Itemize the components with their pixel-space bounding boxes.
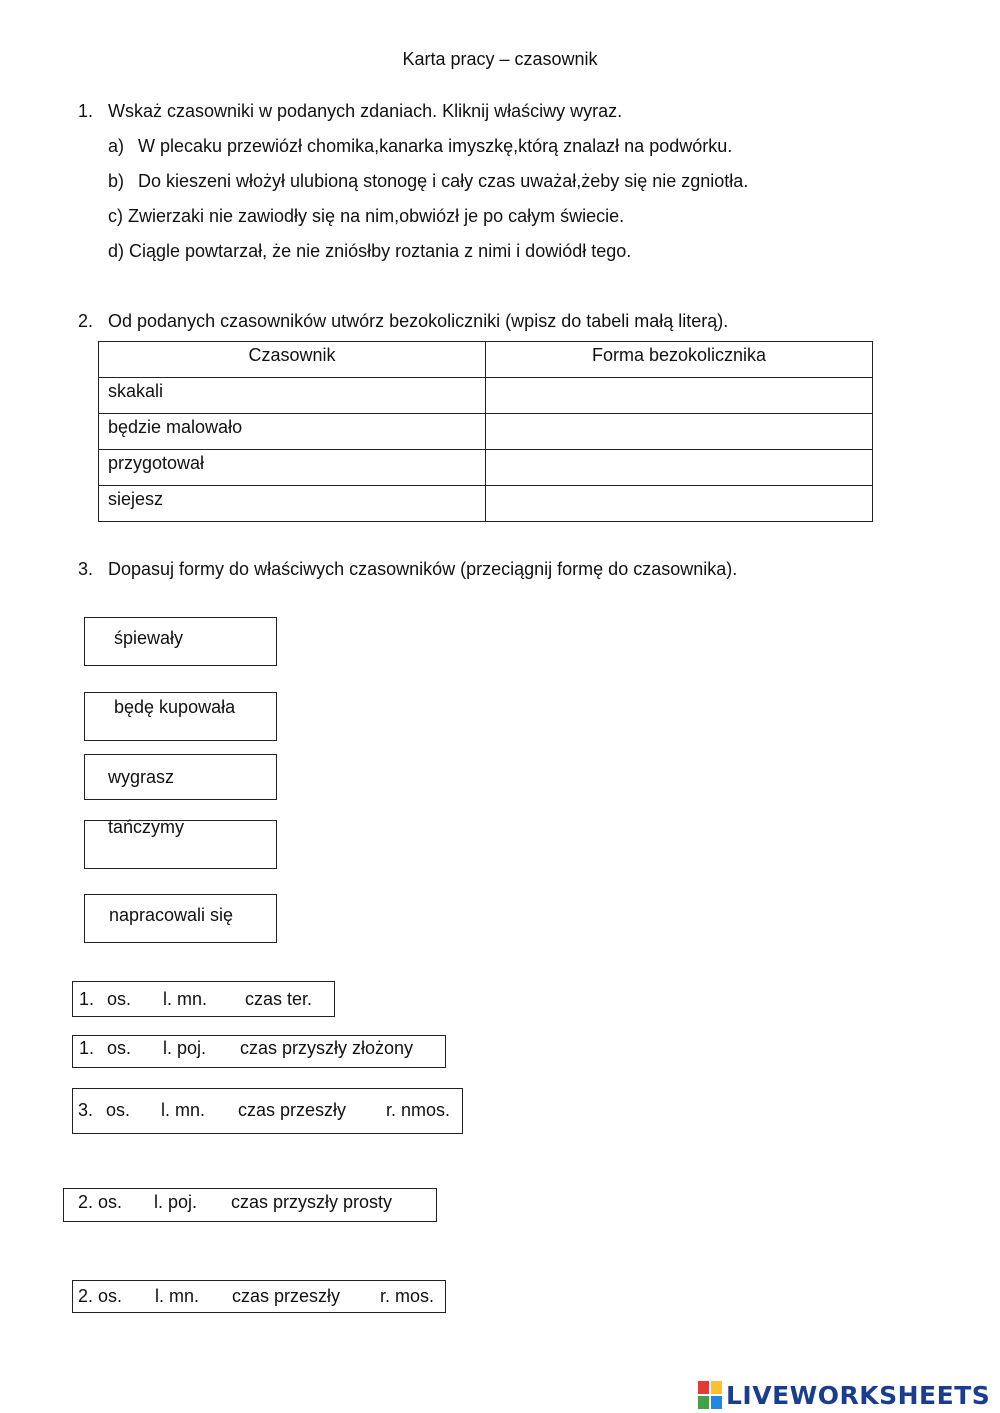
answer-input[interactable]	[495, 414, 867, 446]
form-person: 2. os.	[78, 1286, 123, 1306]
verb-dropzone[interactable]	[84, 754, 277, 800]
sentence-label: b)	[108, 171, 125, 191]
verb-cell: przygotował	[99, 450, 486, 486]
table-row	[99, 378, 873, 414]
sentence-text[interactable]: W plecaku przewiózł chomika,kanarka imyszkę,którą znalazł na podwórku.	[138, 136, 733, 156]
column-header-verb: Czasownik	[99, 342, 486, 378]
answer-cell[interactable]	[486, 450, 873, 486]
sentence-text[interactable]: Do kieszeni włożył ulubioną stonogę i cały czas uważał,żeby się nie zgniotła.	[138, 171, 749, 191]
task1-heading	[78, 100, 622, 122]
table-row	[99, 486, 873, 522]
verb-dropzone[interactable]	[84, 894, 277, 943]
task2-number: 2.	[78, 311, 94, 331]
form-person: 2. os.	[78, 1192, 123, 1212]
form-number: l. mn.	[161, 1100, 206, 1120]
logo-square	[711, 1381, 722, 1394]
form-number: l. mn.	[163, 989, 208, 1009]
form-tense: czas ter.	[245, 989, 313, 1009]
task1-prompt: Wskaż czasowniki w podanych zdaniach. Kliknij właściwy wyraz.	[108, 101, 623, 121]
form-person: 1.	[79, 1038, 95, 1058]
sentence-label: a)	[108, 136, 125, 156]
logo-square	[711, 1396, 722, 1409]
liveworksheets-logo	[698, 1377, 990, 1413]
sentence-b[interactable]	[108, 170, 748, 192]
form-tense: czas przeszły	[238, 1100, 347, 1120]
form-person: os.	[106, 1100, 131, 1120]
answer-input[interactable]	[495, 378, 867, 410]
sentence-text[interactable]: c) Zwierzaki nie zawiodły się na nim,obwiózł je po całym świecie.	[108, 206, 625, 226]
form-person: os.	[107, 989, 132, 1009]
task3-heading	[78, 558, 737, 580]
form-number: l. mn.	[155, 1286, 200, 1306]
verb-label: wygrasz	[108, 767, 175, 787]
form-gender: r. nmos.	[386, 1100, 451, 1120]
task1-number: 1.	[78, 101, 94, 121]
table-row	[99, 414, 873, 450]
verb-cell: skakali	[99, 378, 486, 414]
verb-cell: będzie malowało	[99, 414, 486, 450]
answer-input[interactable]	[495, 486, 867, 518]
logo-square	[698, 1381, 709, 1394]
infinitive-table	[98, 341, 873, 522]
form-tense: czas przyszły prosty	[231, 1192, 393, 1212]
verb-dropzone[interactable]	[84, 817, 277, 869]
task2-heading	[78, 310, 728, 332]
task2-prompt: Od podanych czasowników utwórz bezokoliczniki (wpisz do tabeli małą literą).	[108, 311, 729, 331]
form-tense: czas przyszły złożony	[240, 1038, 414, 1058]
answer-cell[interactable]	[486, 414, 873, 450]
table-row	[99, 450, 873, 486]
verb-label: będę kupowała	[114, 697, 236, 717]
answer-cell[interactable]	[486, 486, 873, 522]
verb-cell: siejesz	[99, 486, 486, 522]
column-header-infinitive: Forma bezokolicznika	[486, 342, 873, 378]
logo-square	[698, 1396, 709, 1409]
form-tense: czas przeszły	[232, 1286, 341, 1306]
form-person: 3.	[78, 1100, 94, 1120]
form-draggable[interactable]	[72, 981, 335, 1017]
verb-dropzone[interactable]	[84, 617, 277, 666]
sentence-text[interactable]: d) Ciągle powtarzał, że nie zniósłby roztania z nimi i dowiódł tego.	[108, 241, 632, 261]
form-draggable[interactable]	[63, 1188, 437, 1222]
form-number: l. poj.	[163, 1038, 207, 1058]
form-person: 1.	[79, 989, 95, 1009]
form-draggable[interactable]	[72, 1035, 446, 1068]
answer-cell[interactable]	[486, 378, 873, 414]
logo-mark-icon	[698, 1381, 722, 1409]
verb-dropzone[interactable]	[84, 692, 277, 741]
answer-input[interactable]	[495, 450, 867, 482]
page-title: Karta pracy – czasownik	[402, 49, 598, 69]
logo-text: LIVEWORKSHEETS	[726, 1380, 991, 1410]
task3-number: 3.	[78, 559, 94, 579]
table-header-row	[99, 342, 873, 378]
verb-label: śpiewały	[114, 628, 184, 648]
form-person: os.	[107, 1038, 132, 1058]
sentence-d[interactable]	[108, 240, 631, 262]
form-gender: r. mos.	[380, 1286, 435, 1306]
sentence-a[interactable]	[108, 135, 732, 157]
sentence-c[interactable]	[108, 205, 624, 227]
verb-label: tańczymy	[108, 817, 185, 837]
form-draggable[interactable]	[72, 1088, 463, 1134]
form-number: l. poj.	[154, 1192, 198, 1212]
task3-prompt: Dopasuj formy do właściwych czasowników (przeciągnij formę do czasownika).	[108, 559, 738, 579]
verb-label: napracowali się	[109, 905, 234, 925]
form-draggable[interactable]	[72, 1280, 446, 1313]
